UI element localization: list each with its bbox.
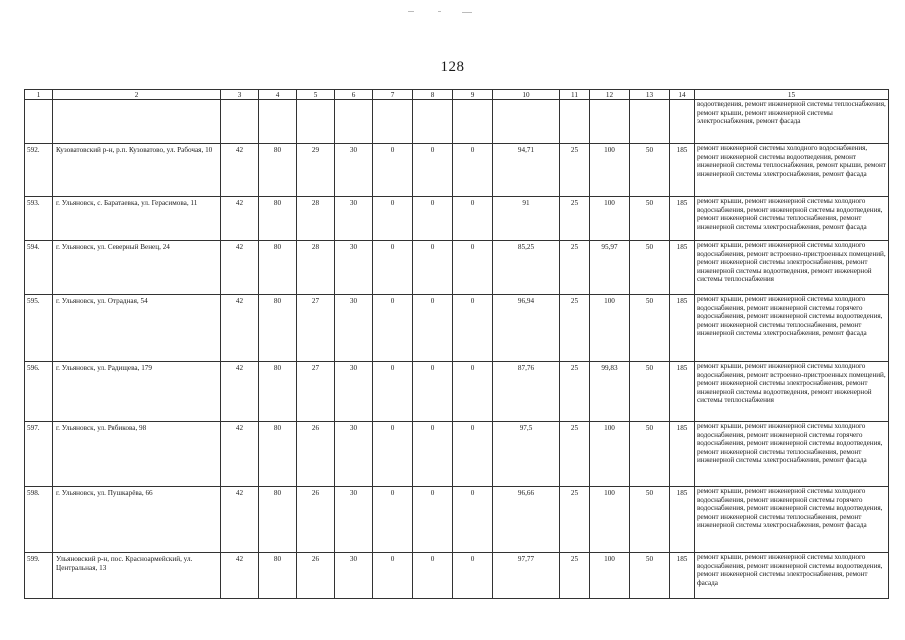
cell-c3: 42 bbox=[221, 144, 259, 197]
cell-c8: 0 bbox=[413, 422, 453, 487]
cell-c7: 0 bbox=[373, 241, 413, 295]
cell-c10: 96,66 bbox=[493, 487, 560, 553]
cell-c14: 185 bbox=[670, 553, 695, 599]
table-row bbox=[25, 422, 889, 487]
column-number-4: 4 bbox=[259, 90, 297, 100]
cell-c11: 25 bbox=[560, 553, 590, 599]
cell-c13: 50 bbox=[630, 295, 670, 362]
cell-c4: 80 bbox=[259, 422, 297, 487]
column-number-1: 1 bbox=[25, 90, 53, 100]
cell-c5: 27 bbox=[297, 295, 335, 362]
cell-seq: 594. bbox=[25, 241, 53, 295]
cell-c12: 95,97 bbox=[590, 241, 630, 295]
cell-empty bbox=[453, 100, 493, 144]
page-number: 128 bbox=[440, 59, 465, 75]
cell-c12: 100 bbox=[590, 422, 630, 487]
column-number-row bbox=[25, 90, 889, 100]
cell-c11: 25 bbox=[560, 487, 590, 553]
table-row bbox=[25, 487, 889, 553]
cell-address: г. Ульяновск, ул. Северный Венец, 24 bbox=[53, 241, 221, 295]
cell-c7: 0 bbox=[373, 362, 413, 422]
cell-c9: 0 bbox=[453, 144, 493, 197]
cell-c14: 185 bbox=[670, 362, 695, 422]
cell-empty bbox=[297, 100, 335, 144]
cell-c8: 0 bbox=[413, 362, 453, 422]
cell-c12: 99,83 bbox=[590, 362, 630, 422]
cell-c11: 25 bbox=[560, 241, 590, 295]
cell-seq: 596. bbox=[25, 362, 53, 422]
cell-c12: 100 bbox=[590, 553, 630, 599]
cell-empty bbox=[590, 100, 630, 144]
cell-c11: 25 bbox=[560, 362, 590, 422]
cell-c4: 80 bbox=[259, 241, 297, 295]
cell-c5: 26 bbox=[297, 422, 335, 487]
cell-c14: 185 bbox=[670, 197, 695, 241]
cell-c3: 42 bbox=[221, 197, 259, 241]
cell-c13: 50 bbox=[630, 241, 670, 295]
cell-seq: 598. bbox=[25, 487, 53, 553]
cell-c12: 100 bbox=[590, 487, 630, 553]
cell-c13: 50 bbox=[630, 422, 670, 487]
cell-c10: 87,76 bbox=[493, 362, 560, 422]
cell-c13: 50 bbox=[630, 197, 670, 241]
cell-c3: 42 bbox=[221, 487, 259, 553]
cell-c5: 28 bbox=[297, 197, 335, 241]
cell-c10: 97,5 bbox=[493, 422, 560, 487]
cell-c12: 100 bbox=[590, 144, 630, 197]
column-number-9: 9 bbox=[453, 90, 493, 100]
cell-works: водоотведения, ремонт инженерной системы теплоснабжения, ремонт крыши, ремонт инженерной системы электроснабжения, ремонт фасада bbox=[695, 100, 889, 144]
table-row bbox=[25, 144, 889, 197]
table-row bbox=[25, 295, 889, 362]
cell-c13: 50 bbox=[630, 487, 670, 553]
cell-works: ремонт крыши, ремонт инженерной системы холодного водоснабжения, ремонт инженерной системы горячего водоснабжения, ремонт инженерной системы водоотведения, ремонт инженерной системы теплоснабжения, ремонт инженерной системы электроснабжения, ремонт фасада bbox=[695, 295, 889, 362]
cell-empty bbox=[25, 100, 53, 144]
cell-c4: 80 bbox=[259, 144, 297, 197]
column-number-2: 2 bbox=[53, 90, 221, 100]
cell-works: ремонт крыши, ремонт инженерной системы холодного водоснабжения, ремонт инженерной системы водоотведения, ремонт инженерной системы электроснабжения, ремонт фасада bbox=[695, 553, 889, 599]
cell-c14: 185 bbox=[670, 295, 695, 362]
cell-works: ремонт крыши, ремонт инженерной системы холодного водоснабжения, ремонт встроенно-пристроенных помещений, ремонт инженерной системы электроснабжения, ремонт инженерной системы водоотведения, ремонт инженерной системы теплоснабжения bbox=[695, 241, 889, 295]
cell-c8: 0 bbox=[413, 487, 453, 553]
cell-c13: 50 bbox=[630, 362, 670, 422]
column-number-14: 14 bbox=[670, 90, 695, 100]
continuation-row bbox=[25, 100, 889, 144]
cell-c3: 42 bbox=[221, 362, 259, 422]
cell-c13: 50 bbox=[630, 553, 670, 599]
column-number-10: 10 bbox=[493, 90, 560, 100]
cell-c8: 0 bbox=[413, 295, 453, 362]
cell-c5: 26 bbox=[297, 553, 335, 599]
cell-address: Кузоватовский р-н, р.п. Кузоватово, ул. Рабочая, 10 bbox=[53, 144, 221, 197]
cell-works: ремонт инженерной системы холодного водоснабжения, ремонт инженерной системы водоотведения, ремонт инженерной системы теплоснабжения, ремонт крыши, ремонт инженерной системы электроснабжения, ремонт фасада bbox=[695, 144, 889, 197]
cell-empty bbox=[221, 100, 259, 144]
cell-c7: 0 bbox=[373, 197, 413, 241]
cell-c6: 30 bbox=[335, 295, 373, 362]
cell-c4: 80 bbox=[259, 295, 297, 362]
cell-address: г. Ульяновск, ул. Рябикова, 98 bbox=[53, 422, 221, 487]
cell-seq: 599. bbox=[25, 553, 53, 599]
table-row bbox=[25, 241, 889, 295]
scan-speck bbox=[462, 12, 472, 13]
cell-c12: 100 bbox=[590, 197, 630, 241]
cell-empty bbox=[670, 100, 695, 144]
cell-c6: 30 bbox=[335, 553, 373, 599]
cell-c13: 50 bbox=[630, 144, 670, 197]
cell-seq: 593. bbox=[25, 197, 53, 241]
repair-program-table bbox=[24, 89, 889, 599]
cell-c3: 42 bbox=[221, 553, 259, 599]
cell-c7: 0 bbox=[373, 487, 413, 553]
cell-address: Ульяновский р-н, пос. Красноармейский, ул. Центральная, 13 bbox=[53, 553, 221, 599]
cell-c14: 185 bbox=[670, 422, 695, 487]
column-number-5: 5 bbox=[297, 90, 335, 100]
column-number-15: 15 bbox=[695, 90, 889, 100]
cell-c11: 25 bbox=[560, 144, 590, 197]
cell-seq: 592. bbox=[25, 144, 53, 197]
column-number-3: 3 bbox=[221, 90, 259, 100]
cell-c14: 185 bbox=[670, 241, 695, 295]
cell-c11: 25 bbox=[560, 422, 590, 487]
cell-c5: 28 bbox=[297, 241, 335, 295]
cell-c3: 42 bbox=[221, 241, 259, 295]
cell-c8: 0 bbox=[413, 144, 453, 197]
cell-c7: 0 bbox=[373, 295, 413, 362]
cell-address: г. Ульяновск, ул. Радищева, 179 bbox=[53, 362, 221, 422]
cell-c9: 0 bbox=[453, 295, 493, 362]
column-number-6: 6 bbox=[335, 90, 373, 100]
table-row bbox=[25, 197, 889, 241]
cell-c8: 0 bbox=[413, 197, 453, 241]
cell-c6: 30 bbox=[335, 422, 373, 487]
table-row bbox=[25, 553, 889, 599]
table-body bbox=[25, 90, 889, 599]
cell-c8: 0 bbox=[413, 241, 453, 295]
cell-empty bbox=[335, 100, 373, 144]
cell-c7: 0 bbox=[373, 553, 413, 599]
cell-c4: 80 bbox=[259, 553, 297, 599]
cell-c5: 26 bbox=[297, 487, 335, 553]
cell-c9: 0 bbox=[453, 241, 493, 295]
cell-c11: 25 bbox=[560, 295, 590, 362]
cell-c9: 0 bbox=[453, 553, 493, 599]
cell-seq: 597. bbox=[25, 422, 53, 487]
cell-c6: 30 bbox=[335, 362, 373, 422]
cell-works: ремонт крыши, ремонт инженерной системы холодного водоснабжения, ремонт инженерной системы водоотведения, ремонт инженерной системы теплоснабжения, ремонт инженерной системы электроснабжения, ремонт фасада bbox=[695, 197, 889, 241]
column-number-12: 12 bbox=[590, 90, 630, 100]
cell-empty bbox=[493, 100, 560, 144]
cell-c6: 30 bbox=[335, 487, 373, 553]
cell-c10: 94,71 bbox=[493, 144, 560, 197]
cell-c9: 0 bbox=[453, 422, 493, 487]
cell-c10: 91 bbox=[493, 197, 560, 241]
cell-empty bbox=[630, 100, 670, 144]
cell-seq: 595. bbox=[25, 295, 53, 362]
cell-c4: 80 bbox=[259, 362, 297, 422]
cell-c5: 27 bbox=[297, 362, 335, 422]
cell-c3: 42 bbox=[221, 295, 259, 362]
cell-works: ремонт крыши, ремонт инженерной системы холодного водоснабжения, ремонт встроенно-пристроенных помещений, ремонт инженерной системы электроснабжения, ремонт инженерной системы водоотведения, ремонт инженерной системы теплоснабжения bbox=[695, 362, 889, 422]
cell-empty bbox=[560, 100, 590, 144]
cell-empty bbox=[373, 100, 413, 144]
cell-works: ремонт крыши, ремонт инженерной системы холодного водоснабжения, ремонт инженерной системы горячего водоснабжения, ремонт инженерной системы водоотведения, ремонт инженерной системы теплоснабжения, ремонт инженерной системы электроснабжения, ремонт фасада bbox=[695, 487, 889, 553]
cell-c8: 0 bbox=[413, 553, 453, 599]
column-number-7: 7 bbox=[373, 90, 413, 100]
scan-speck bbox=[408, 11, 414, 12]
cell-c5: 29 bbox=[297, 144, 335, 197]
cell-c14: 185 bbox=[670, 144, 695, 197]
cell-c10: 85,25 bbox=[493, 241, 560, 295]
cell-c9: 0 bbox=[453, 487, 493, 553]
cell-empty bbox=[259, 100, 297, 144]
cell-c6: 30 bbox=[335, 197, 373, 241]
cell-c6: 30 bbox=[335, 241, 373, 295]
table-row bbox=[25, 362, 889, 422]
cell-c12: 100 bbox=[590, 295, 630, 362]
cell-c10: 97,77 bbox=[493, 553, 560, 599]
cell-c9: 0 bbox=[453, 362, 493, 422]
column-number-13: 13 bbox=[630, 90, 670, 100]
cell-works: ремонт крыши, ремонт инженерной системы холодного водоснабжения, ремонт инженерной системы горячего водоснабжения, ремонт инженерной системы водоотведения, ремонт инженерной системы теплоснабжения, ремонт инженерной системы электроснабжения, ремонт фасада bbox=[695, 422, 889, 487]
cell-empty bbox=[53, 100, 221, 144]
cell-c6: 30 bbox=[335, 144, 373, 197]
cell-address: г. Ульяновск, ул. Отрадная, 54 bbox=[53, 295, 221, 362]
cell-c4: 80 bbox=[259, 487, 297, 553]
cell-c9: 0 bbox=[453, 197, 493, 241]
cell-c7: 0 bbox=[373, 144, 413, 197]
cell-c14: 185 bbox=[670, 487, 695, 553]
column-number-11: 11 bbox=[560, 90, 590, 100]
cell-c10: 96,94 bbox=[493, 295, 560, 362]
scan-speck bbox=[438, 11, 441, 12]
cell-c4: 80 bbox=[259, 197, 297, 241]
cell-c3: 42 bbox=[221, 422, 259, 487]
cell-c7: 0 bbox=[373, 422, 413, 487]
cell-c11: 25 bbox=[560, 197, 590, 241]
cell-address: г. Ульяновск, с. Баратаевка, ул. Герасимова, 11 bbox=[53, 197, 221, 241]
column-number-8: 8 bbox=[413, 90, 453, 100]
cell-empty bbox=[413, 100, 453, 144]
cell-address: г. Ульяновск, ул. Пушкарёва, 66 bbox=[53, 487, 221, 553]
